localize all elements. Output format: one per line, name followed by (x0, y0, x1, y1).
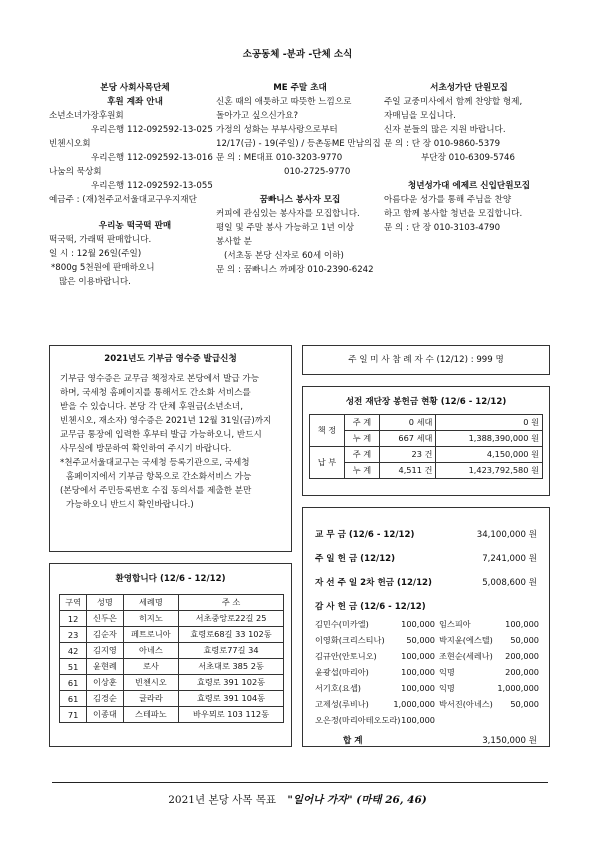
finance-box (302, 507, 550, 747)
donor-name: 익명 (439, 683, 455, 693)
social-ministry-section (49, 81, 221, 289)
column-header: 구역 (60, 595, 87, 611)
choir-line: 주일 교중미사에서 함께 찬양할 형제, (384, 97, 523, 107)
choir-line: 문 의 : 단 장 010-9860-5379 (384, 139, 501, 149)
table-cell: 서초중앙로22길 25 (179, 611, 284, 627)
rice-cake-line: 일 시 : 12월 26일(주일) (49, 249, 142, 259)
donor-amount: 1,000,000 (393, 699, 435, 709)
donor-name: 고제성(루비나) (315, 699, 369, 709)
youth-choir-line: 아름다운 성가를 통해 주님을 찬양 (384, 195, 512, 205)
table-cell: 로사 (123, 659, 178, 675)
donor-name: 조현순(세레나) (439, 651, 493, 661)
table-cell: 667 세대 (379, 431, 436, 447)
table-cell: 12 (60, 611, 87, 627)
donor-amount: 100,000 (401, 715, 435, 725)
choir-line: 신자 분들의 많은 지원 바랍니다. (384, 125, 506, 135)
column-header: 주 소 (179, 595, 284, 611)
donation-line: 홈페이지에서 기부금 항목으로 간소화서비스 가능 (66, 472, 252, 482)
donation-line: 교무금 통장에 입력한 후부터 발급 가능하오니, 반드시 (60, 430, 262, 440)
thanks-offering-title: 감 사 헌 금 (12/6 - 12/12) (315, 602, 426, 612)
me-weekend-line: 돌아가고 싶으신가요? (216, 111, 299, 121)
volunteer-line: 커피에 관심있는 봉사자를 모집합니다. (216, 209, 360, 219)
table-row (60, 659, 284, 675)
donation-line: *천주교서울대교구는 국세청 등록기관으로, 국세청 (60, 458, 250, 468)
table-cell: 61 (60, 675, 87, 691)
welcome-box (49, 563, 292, 747)
table-cell: 납 부 (310, 447, 345, 479)
table-cell: 효령로 391 104동 (179, 691, 284, 707)
column-header: 세례명 (123, 595, 178, 611)
table-cell: 김경순 (87, 691, 124, 707)
table-cell: 책 정 (310, 415, 345, 447)
me-weekend-title: ME 주말 초대 (273, 83, 327, 93)
account-line: 빈첸시오회 (49, 139, 91, 149)
donor-name: 임스피아 (439, 619, 471, 629)
donor-amount: 100,000 (401, 683, 435, 693)
table-cell: 서초대로 385 2동 (179, 659, 284, 675)
table-row (310, 431, 543, 447)
table-cell: 아네스 (123, 643, 178, 659)
table-cell: 효령로 391 102동 (179, 675, 284, 691)
account-holder: 예금주 : (재)천주교서울대교구우지재단 (49, 195, 197, 205)
total-amount: 3,150,000 원 (482, 736, 537, 746)
volunteer-line: (서초동 본당 신자로 60세 이하) (224, 251, 344, 261)
choir-line: 자매님을 모십니다. (384, 111, 456, 121)
finance-label: 교 무 금 (12/6 - 12/12) (315, 530, 415, 540)
table-cell: 1,388,390,000 원 (436, 431, 543, 447)
table-cell: 바우뫼로 103 112동 (179, 707, 284, 723)
table-row (310, 415, 543, 431)
donor-amount: 50,000 (510, 699, 539, 709)
thanks-offering-row (315, 696, 539, 712)
account-line: 우리은행 112-092592-13-016 (91, 153, 213, 163)
me-weekend-section (216, 81, 384, 277)
table-cell: 스테파노 (123, 707, 178, 723)
donor-name: 이영화(크리스티나) (315, 635, 385, 645)
donor-amount: 50,000 (510, 635, 539, 645)
table-cell: 김지영 (87, 643, 124, 659)
donation-line: 받을 수 있습니다. 본당 각 단체 후원금(소년소녀, (60, 402, 243, 412)
account-line: 우리은행 112-092592-13-025 (91, 125, 213, 135)
table-cell: 누 계 (344, 463, 379, 479)
finance-amount: 7,241,000 원 (482, 554, 537, 564)
account-line: 우리은행 112-092592-13-055 (91, 181, 213, 191)
table-row (310, 447, 543, 463)
welcome-table (59, 594, 284, 723)
youth-choir-title: 청년성가대 에제르 신입단원모집 (407, 181, 531, 191)
table-row (310, 463, 543, 479)
donor-name: 김규안(안토니오) (315, 651, 377, 661)
table-cell: 42 (60, 643, 87, 659)
me-weekend-line: 010-2725-9770 (284, 167, 351, 177)
table-cell: 61 (60, 691, 87, 707)
table-row (60, 627, 284, 643)
table-cell: 4,511 건 (379, 463, 436, 479)
table-cell: 0 원 (436, 415, 543, 431)
column-header: 성명 (87, 595, 124, 611)
donor-amount: 50,000 (406, 635, 435, 645)
donation-line: 가능하오니 반드시 확인바랍니다.) (66, 500, 194, 510)
finance-label: 주 일 헌 금 (12/12) (315, 554, 396, 564)
donation-line: 빈첸시오, 재소자) 영수증은 2021년 12월 31일(금)까지 (60, 416, 272, 426)
thanks-offering-row (315, 712, 539, 728)
table-cell: 효령로68길 33 102동 (179, 627, 284, 643)
volunteer-title: 꿈빠니스 봉사자 모집 (259, 195, 341, 205)
table-cell: 1,423,792,580 원 (436, 463, 543, 479)
table-header-row (60, 595, 284, 611)
youth-choir-line: 문 의 : 단 장 010-3103-4790 (384, 223, 501, 233)
donor-amount: 200,000 (505, 651, 539, 661)
thanks-offering-row (315, 680, 539, 696)
volunteer-line: 평일 및 주말 봉사 가능하고 1년 이상 (216, 223, 355, 233)
total-label: 합 계 (343, 736, 363, 746)
table-row (60, 643, 284, 659)
donor-name: 박지윤(에스텔) (439, 635, 493, 645)
table-cell: 23 건 (379, 447, 436, 463)
donor-amount: 1,000,000 (497, 683, 539, 693)
donation-line: (본당에서 주민등록번호 수집 동의서를 제출한 분만 (60, 486, 252, 496)
donor-name: 익명 (439, 667, 455, 677)
choir-title: 서초성가단 단원모집 (430, 83, 508, 93)
footer-goal-label: 2021년 본당 사목 목표 (168, 794, 276, 806)
table-cell: 4,150,000 원 (436, 447, 543, 463)
donor-amount: 100,000 (401, 667, 435, 677)
table-cell: 누 계 (344, 431, 379, 447)
donor-name: 김민수(미카엘) (315, 619, 369, 629)
rice-cake-title: 우리농 떡국떡 판매 (98, 221, 172, 231)
table-row (60, 691, 284, 707)
rice-cake-line: *800g 5천원에 판매하오니 (51, 263, 155, 273)
rice-cake-line: 떡국떡, 가래떡 판매합니다. (49, 235, 152, 245)
social-ministry-title: 본당 사회사목단체 (100, 83, 170, 93)
table-cell: 히지노 (123, 611, 178, 627)
donor-name: 서기호(요셉) (315, 683, 361, 693)
finance-label: 자 선 주 일 2차 헌금 (12/12) (315, 578, 432, 588)
thanks-offering-row (315, 664, 539, 680)
table-cell: 51 (60, 659, 87, 675)
table-cell: 이상훈 (87, 675, 124, 691)
table-cell: 윤현례 (87, 659, 124, 675)
attendance-text: 주 일 미 사 참 례 자 수 (12/12) : 999 명 (348, 355, 504, 365)
donation-line: 사무실에 방문하여 확인하여 주시기 바랍니다. (60, 444, 232, 454)
table-cell: 23 (60, 627, 87, 643)
donor-name: 윤광섭(마리아) (315, 667, 369, 677)
building-fund-title: 성전 재단장 봉헌금 현황 (12/6 - 12/12) (345, 397, 507, 407)
donor-amount: 100,000 (505, 619, 539, 629)
table-cell: 효령로77길 34 (179, 643, 284, 659)
table-cell: 이종대 (87, 707, 124, 723)
building-fund-table (309, 414, 543, 479)
me-weekend-line: 12/17(금) - 19(주일) / 등촌동ME 만남의집 (216, 139, 381, 149)
table-cell: 페트로니아 (123, 627, 178, 643)
rice-cake-line: 많은 이용바랍니다. (59, 277, 131, 287)
page-title: 소공동체 -분과 -단체 소식 (242, 49, 353, 60)
table-cell: 신두은 (87, 611, 124, 627)
donor-name: 오은정(마리아테오도라) (315, 715, 401, 725)
table-row (60, 707, 284, 723)
choir-line: 부단장 010-6309-5746 (421, 153, 515, 163)
table-cell: 71 (60, 707, 87, 723)
volunteer-line: 봉사할 분 (216, 237, 252, 247)
table-row (60, 611, 284, 627)
youth-choir-line: 하고 함께 봉사할 청년을 모집합니다. (384, 209, 523, 219)
me-weekend-line: 신혼 때의 애틋하고 따뜻한 느낌으로 (216, 97, 352, 107)
welcome-title: 환영합니다 (12/6 - 12/12) (115, 574, 226, 584)
building-fund-box (302, 386, 550, 496)
me-weekend-line: 문 의 : ME대표 010-3203-9770 (216, 153, 343, 163)
footer-quote: "일어나 가자" (마태 26, 46) (287, 794, 427, 806)
account-line: 나눔의 묵상회 (49, 167, 102, 177)
donor-amount: 100,000 (401, 651, 435, 661)
footer-divider (52, 782, 548, 783)
thanks-offering-row (315, 632, 539, 648)
donation-line: 하며, 국세청 홈페이지를 통해서도 간소화 서비스를 (60, 388, 251, 398)
donation-line: 기부금 영수증은 교무금 책정자로 본당에서 발급 가능 (60, 374, 260, 384)
social-ministry-subtitle: 후원 계좌 안내 (107, 97, 163, 107)
table-cell: 글라라 (123, 691, 178, 707)
me-weekend-line: 가정의 성화는 부부사랑으로부터 (216, 125, 338, 135)
finance-amount: 5,008,600 원 (482, 578, 537, 588)
table-cell: 주 계 (344, 415, 379, 431)
table-row (60, 675, 284, 691)
table-cell: 0 세대 (379, 415, 436, 431)
thanks-offering-row (315, 616, 539, 632)
footer (0, 793, 595, 807)
thanks-offering-list (315, 616, 539, 728)
thanks-offering-row (315, 648, 539, 664)
donation-receipt-title: 2021년도 기부금 영수증 발급신청 (104, 354, 237, 364)
table-cell: 주 계 (344, 447, 379, 463)
volunteer-line: 문 의 : 꿈빠니스 까페장 010-2390-6242 (216, 265, 374, 275)
account-line: 소년소녀가장후원회 (49, 111, 124, 121)
attendance-box (302, 345, 550, 375)
donor-amount: 200,000 (505, 667, 539, 677)
table-cell: 김순자 (87, 627, 124, 643)
donation-receipt-box (49, 345, 292, 552)
finance-amount: 34,100,000 원 (476, 530, 537, 540)
table-cell: 빈첸시오 (123, 675, 178, 691)
donor-name: 박서진(아네스) (439, 699, 493, 709)
choir-section (384, 81, 554, 235)
donor-amount: 100,000 (401, 619, 435, 629)
